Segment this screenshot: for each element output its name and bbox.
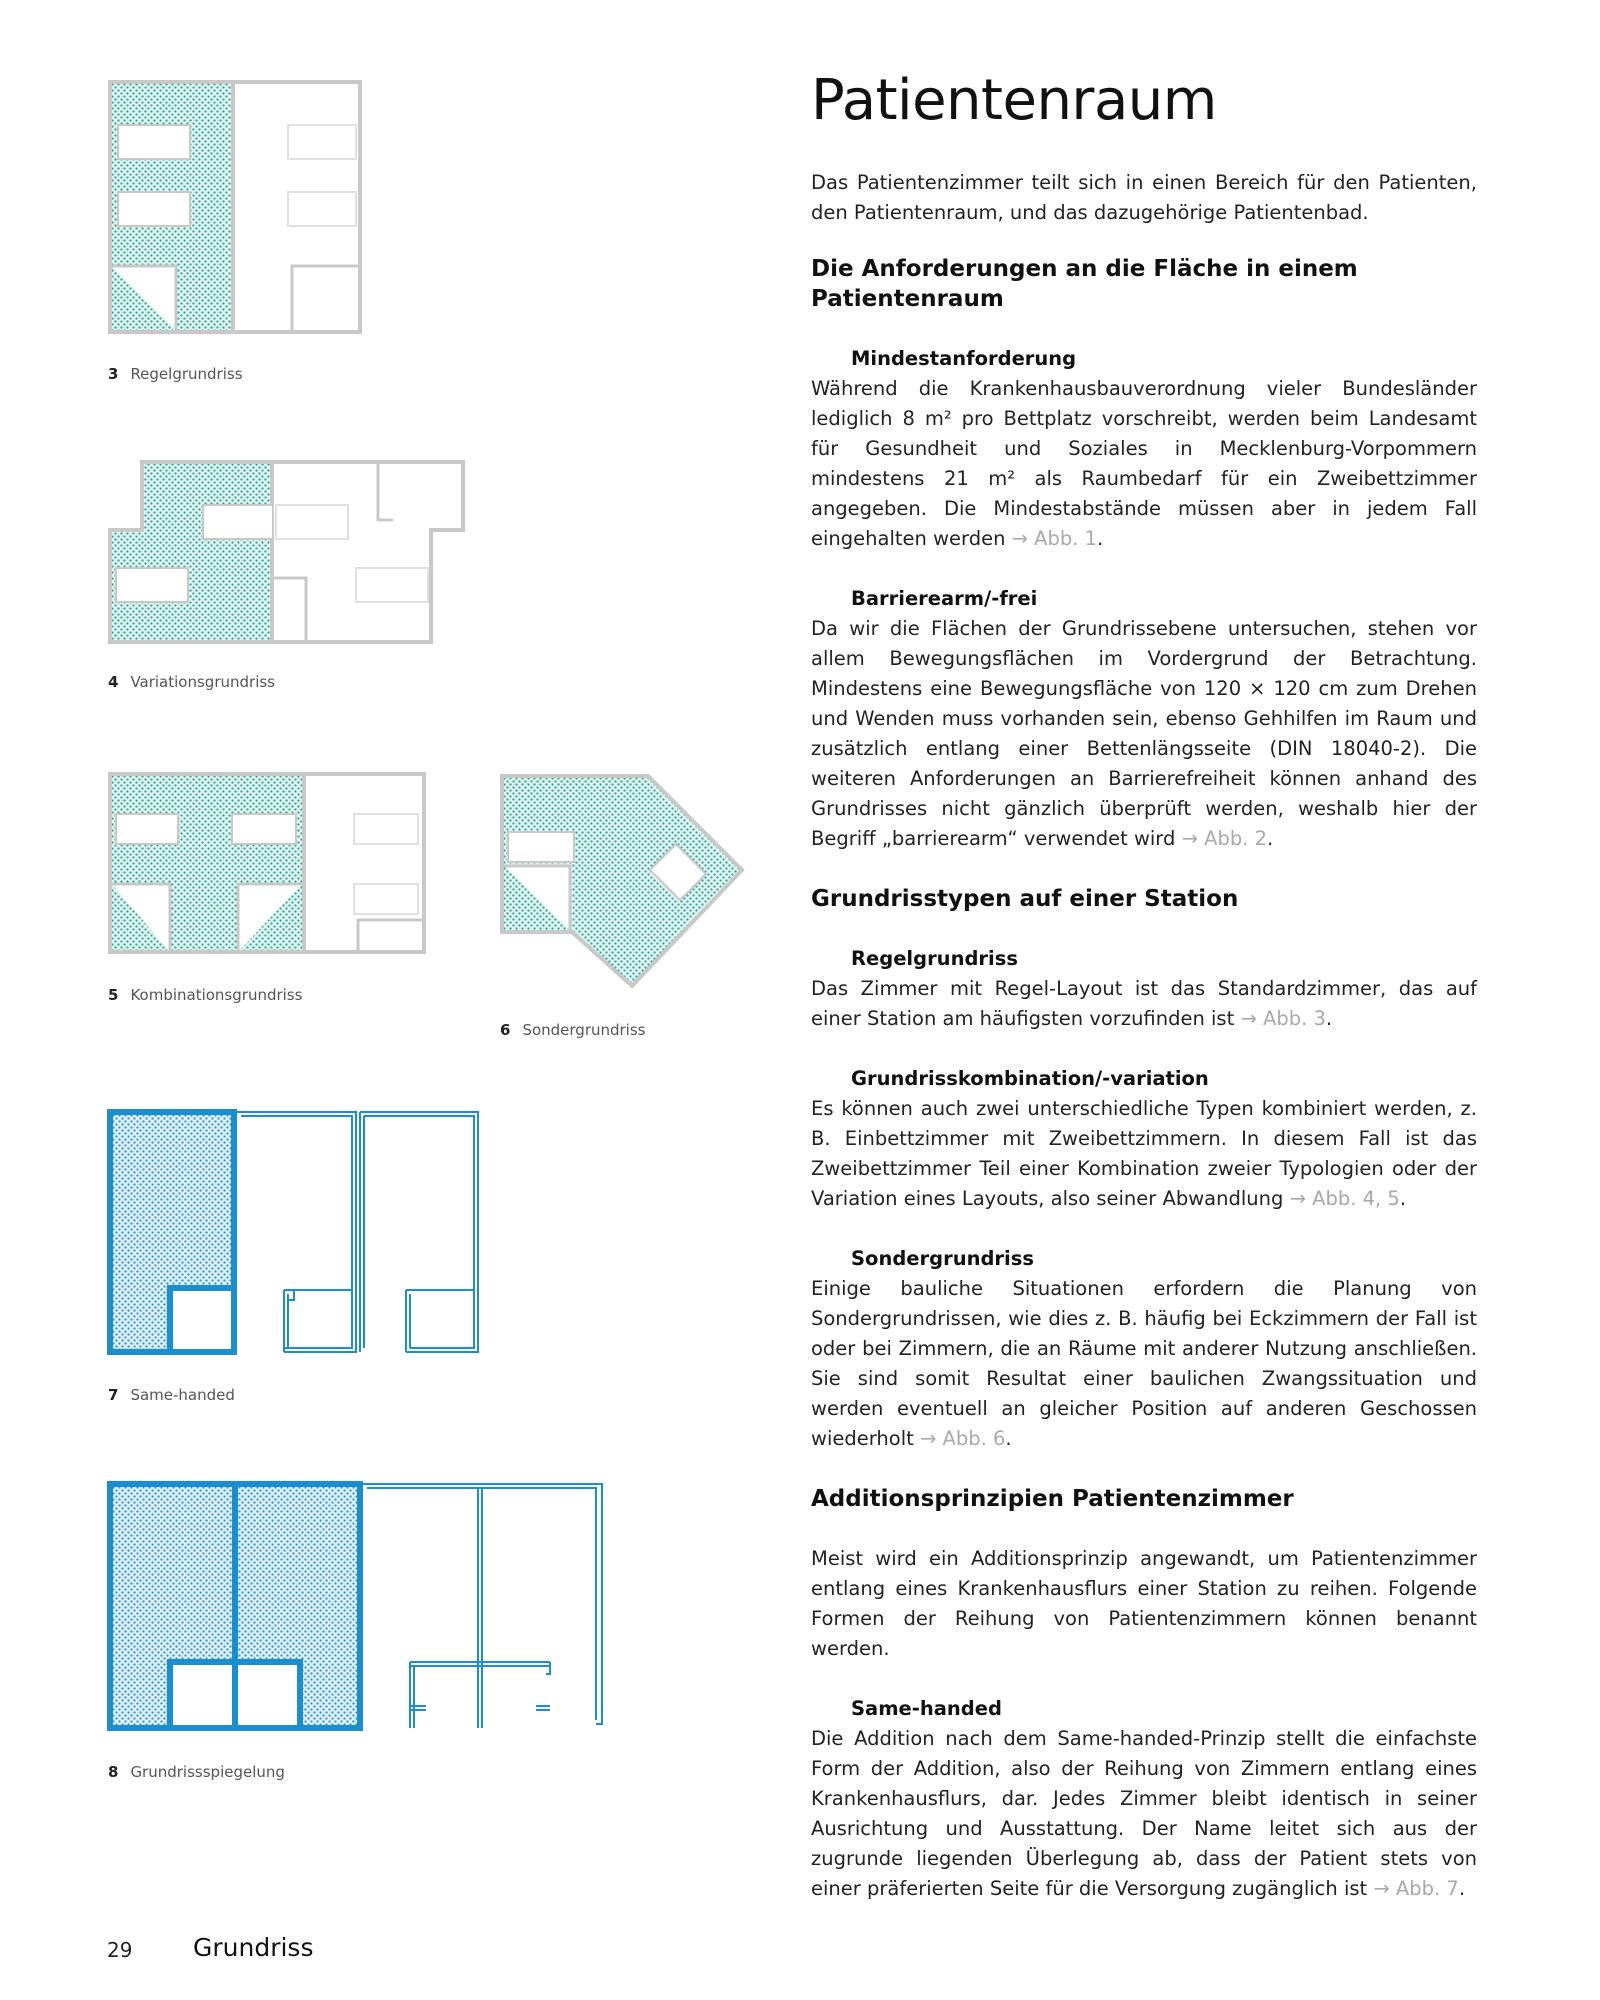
floorplan-grundrissspiegelung xyxy=(106,1480,606,1734)
figure-variationsgrundriss xyxy=(108,460,468,650)
figure-reference[interactable]: → Abb. 7 xyxy=(1373,1876,1459,1900)
article xyxy=(811,70,1477,1904)
figure-reference[interactable]: → Abb. 3 xyxy=(1240,1006,1326,1030)
caption-figure-7: 7 Same-handed xyxy=(108,1386,235,1404)
heading-additionsprinzipien: Additionsprinzipien Patientenzimmer xyxy=(811,1485,1294,1512)
floorplan-variationsgrundriss xyxy=(108,460,468,650)
figure-reference[interactable]: → Abb. 4, 5 xyxy=(1289,1186,1400,1210)
subheading-sondergrundriss: Sondergrundriss xyxy=(851,1246,1034,1270)
floorplan-sondergrundriss xyxy=(500,774,750,994)
figure-reference[interactable]: → Abb. 1 xyxy=(1011,526,1098,550)
intro-paragraph: Das Patientenzimmer teilt sich in einen Bereich für den Patienten, den Patientenraum, und das dazugehörige Patientenbad. xyxy=(811,170,1477,224)
paragraph-addition: Meist wird ein Additionsprinzip angewandt, um Patientenzimmer entlang eines Krankenhausflurs einer Station zu reihen. Folgende Formen der Reihung von Patientenzimmern können benannt werden. xyxy=(811,1546,1477,1660)
floorplan-same-handed xyxy=(106,1108,486,1356)
figure-reference[interactable]: → Abb. 6 xyxy=(919,1426,1006,1450)
heading-anforderungen: Die Anforderungen an die Fläche in einem Patientenraum xyxy=(811,255,1358,312)
floorplan-regelgrundriss xyxy=(108,80,364,336)
section-title: Grundriss xyxy=(193,1933,314,1962)
paragraph-regelgrundriss: Das Zimmer mit Regel-Layout ist das Standardzimmer, das auf einer Station am häufigsten vorzufinden ist → Abb. 3. xyxy=(811,976,1477,1030)
subheading-barrierearm: Barrierearm/-frei xyxy=(851,586,1038,610)
page-number: 29 xyxy=(107,1938,133,1962)
figure-grundrissspiegelung xyxy=(106,1480,606,1734)
paragraph-grundrisskombination: Es können auch zwei unterschiedliche Typen kombiniert werden, z. B. Einbettzimmer mit Zweibettzimmern. In diesem Fall ist das Zweibettzimmer Teil einer Kombination zweier Typologien oder der Variation eines Layouts, also seiner Abwandlung → Abb. 4, 5. xyxy=(811,1096,1477,1210)
figure-regelgrundriss xyxy=(108,80,364,336)
figure-same-handed xyxy=(106,1108,486,1356)
paragraph-mindestanforderung: Während die Krankenhausbauverordnung vieler Bundesländer lediglich 8 m² pro Bettplatz vorschreibt, werden beim Landesamt für Gesundheit und Soziales in Mecklenburg-Vorpommern mindestens 21 m² als Raumbedarf für ein Zweibettzimmer angegeben. Die Mindestabstände müssen aber in jedem Fall eingehalten werden → Abb. 1. xyxy=(811,376,1477,550)
figure-sondergrundriss xyxy=(500,774,750,994)
caption-figure-8: 8 Grundrissspiegelung xyxy=(108,1763,285,1781)
floorplan-kombinationsgrundriss xyxy=(108,772,428,956)
page-title: Patientenraum xyxy=(811,68,1217,133)
caption-figure-6: 6 Sondergrundriss xyxy=(500,1021,646,1039)
figure-reference[interactable]: → Abb. 2 xyxy=(1181,826,1267,850)
paragraph-barrierearm: Da wir die Flächen der Grundrissebene untersuchen, stehen vor allem Bewegungsflächen im Vordergrund der Betrachtung. Mindestens eine Bewegungsfläche von 120 × 120 cm zum Drehen und Wenden muss vorhanden sein, ebenso Gehhilfen im Raum und zusätzlich entlang einer Bettenlängsseite (DIN 18040-2). Die weiteren Anforderungen an Barrierefreiheit können anhand des Grundrisses nicht gänzlich überprüft werden, weshalb hier der Begriff „barrierearm“ verwendet wird → Abb. 2. xyxy=(811,616,1477,850)
figure-kombinationsgrundriss xyxy=(108,772,428,956)
subheading-grundrisskombination: Grundrisskombination/-variation xyxy=(851,1066,1209,1090)
caption-figure-4: 4 Variationsgrundriss xyxy=(108,673,275,691)
paragraph-same-handed: Die Addition nach dem Same-handed-Prinzip stellt die einfachste Form der Addition, also der Reihung von Zimmern entlang eines Krankenhausflurs, dar. Jedes Zimmer bleibt identisch in seiner Ausrichtung und Ausstattung. Der Name leitet sich aus der zugrunde liegenden Überlegung ab, dass der Patient stets von einer präferierten Seite für die Versorgung zugänglich ist → Abb. 7. xyxy=(811,1726,1477,1900)
caption-figure-3: 3 Regelgrundriss xyxy=(108,365,243,383)
paragraph-sondergrundriss: Einige bauliche Situationen erfordern die Planung von Sondergrundrissen, wie dies z. B. häufig bei Eckzimmern der Fall ist oder bei Zimmern, die an Räume mit anderer Nutzung anschließen. Sie sind somit Resultat einer baulichen Zwangssituation und werden eventuell an gleicher Position auf anderen Geschossen wiederholt → Abb. 6. xyxy=(811,1276,1477,1450)
caption-figure-5: 5 Kombinationsgrundriss xyxy=(108,986,303,1004)
heading-grundrisstypen: Grundrisstypen auf einer Station xyxy=(811,885,1239,912)
subheading-same-handed: Same-handed xyxy=(851,1696,1002,1720)
subheading-mindestanforderung: Mindestanforderung xyxy=(851,346,1077,370)
subheading-regelgrundriss: Regelgrundriss xyxy=(851,946,1018,970)
